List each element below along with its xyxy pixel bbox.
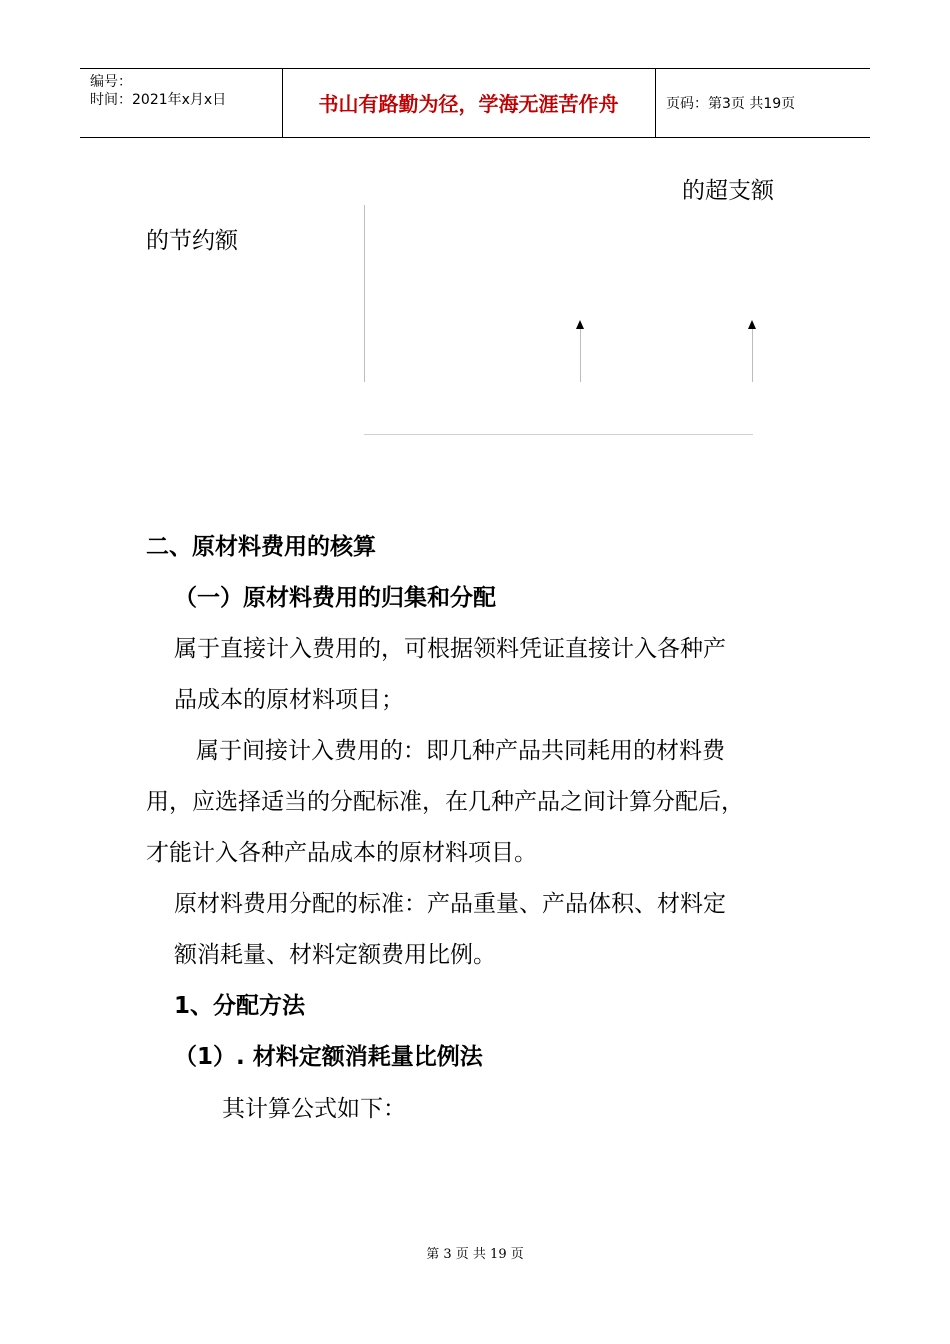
saving-label: 的节约额: [146, 228, 238, 254]
paragraph-line: 属于直接计入费用的，可根据领料凭证直接计入各种产: [174, 636, 726, 662]
header-motto-cell: [282, 69, 656, 137]
paragraph-line: 属于间接计入费用的：即几种产品共同耗用的材料费: [196, 738, 725, 764]
doc-number-label: 编号：: [90, 74, 132, 90]
paragraph-line: 才能计入各种产品成本的原材料项目。: [146, 840, 537, 866]
section-title: 二、原材料费用的核算: [146, 534, 376, 560]
diagram-left-axis: [364, 205, 365, 382]
formula-intro: 其计算公式如下：: [222, 1096, 406, 1122]
header-page-info: 页码：第3页 共19页: [666, 96, 796, 112]
header-page-cell: [656, 69, 870, 137]
subsection-title: （一）原材料费用的归集和分配: [174, 585, 496, 611]
arrow-up-icon: [748, 320, 756, 329]
paragraph-line: 额消耗量、材料定额费用比例。: [174, 942, 496, 968]
paragraph-line: 原材料费用分配的标准：产品重量、产品体积、材料定: [174, 891, 726, 917]
method-subtitle: （1）. 材料定额消耗量比例法: [174, 1044, 483, 1070]
paragraph-line: 用，应选择适当的分配标准，在几种产品之间计算分配后，: [146, 789, 744, 815]
page-footer: 第 3 页 共 19 页: [426, 1247, 524, 1262]
header-meta-cell: [80, 69, 283, 137]
overspend-label: 的超支额: [682, 178, 774, 204]
doc-date-label: 时间：2021年x月x日: [90, 92, 227, 108]
diagram-arrow-shaft-2: [752, 328, 753, 382]
diagram-arrow-shaft-1: [580, 328, 581, 382]
diagram-baseline: [364, 434, 753, 435]
header-motto: 书山有路勤为径，学海无涯苦作舟: [318, 92, 619, 116]
document-header: [80, 68, 870, 138]
paragraph-line: 品成本的原材料项目；: [174, 687, 404, 713]
method-title: 1、分配方法: [174, 993, 306, 1019]
arrow-up-icon: [576, 320, 584, 329]
